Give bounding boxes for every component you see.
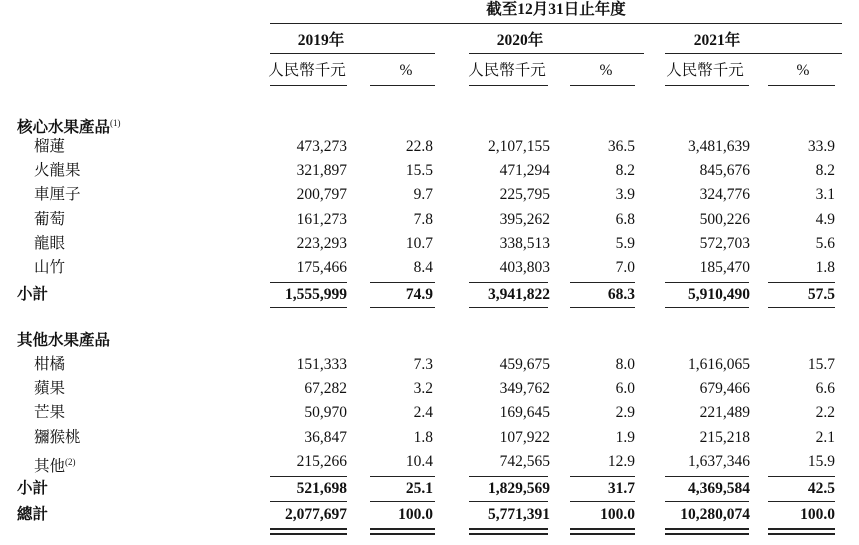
subtotal-rule <box>370 307 435 308</box>
total-label: 總計 <box>17 506 49 523</box>
amount-cell: 4,369,584 <box>688 480 750 497</box>
amount-cell: 500,226 <box>699 210 750 228</box>
percent-cell: 15.7 <box>807 356 835 373</box>
item-name: 山竹 <box>34 259 66 276</box>
amount-cell: 223,293 <box>296 234 347 252</box>
percent-header: % <box>599 62 613 79</box>
percent-underline <box>370 85 435 86</box>
percent-header: % <box>399 62 413 79</box>
total-double-rule <box>469 528 548 535</box>
subtotal-rule <box>370 282 435 283</box>
total-rule <box>768 501 835 502</box>
percent-cell: 15.5 <box>405 162 433 180</box>
subtotal-rule <box>665 307 749 308</box>
amount-cell: 1,637,346 <box>688 452 750 470</box>
amount-cell: 67,282 <box>304 380 347 398</box>
item-name-text: 芒果 <box>34 404 66 422</box>
percent-cell: 100.0 <box>600 506 635 523</box>
item-name-text: 柑橘 <box>34 356 66 373</box>
percent-cell: 8.2 <box>815 162 835 180</box>
total-rule <box>370 501 435 502</box>
year-header: 2020年 <box>496 32 544 49</box>
amount-cell: 845,676 <box>699 162 750 180</box>
percent-cell: 6.0 <box>615 380 635 398</box>
item-name-text: 其他 <box>34 457 66 475</box>
amount-cell: 403,803 <box>499 259 550 276</box>
subtotal-rule <box>665 476 749 477</box>
total-rule <box>665 501 749 502</box>
subtotal-rule <box>570 282 635 283</box>
currency-header: 人民幣千元 <box>268 62 346 79</box>
amount-cell: 521,698 <box>296 480 347 497</box>
subtotal-rule <box>469 476 548 477</box>
percent-cell: 7.8 <box>413 210 433 228</box>
section-title-core <box>17 113 121 138</box>
currency-header: 人民幣千元 <box>468 62 546 79</box>
amount-cell: 1,829,569 <box>488 480 550 497</box>
amount-cell: 5,771,391 <box>488 506 550 523</box>
subtotal-rule <box>469 307 548 308</box>
amount-cell: 151,333 <box>296 356 347 373</box>
amount-cell: 200,797 <box>296 186 347 204</box>
amount-cell: 2,077,697 <box>285 506 347 523</box>
percent-cell: 1.9 <box>615 428 635 446</box>
percent-cell: 5.9 <box>615 234 635 252</box>
total-double-rule <box>665 528 749 535</box>
amount-cell: 459,675 <box>499 356 550 373</box>
amount-cell: 471,294 <box>499 162 550 180</box>
amount-cell: 10,280,074 <box>680 506 750 523</box>
year-header: 2021年 <box>693 32 741 49</box>
amount-cell: 107,922 <box>499 428 550 446</box>
subtotal-rule <box>270 282 347 283</box>
item-name: 榴蓮 <box>34 138 66 155</box>
amount-cell: 215,266 <box>296 452 347 470</box>
amount-cell: 50,970 <box>304 404 347 422</box>
currency-underline <box>665 85 749 86</box>
percent-cell: 2.9 <box>615 404 635 422</box>
year-underline <box>270 53 435 54</box>
percent-cell: 100.0 <box>398 506 433 523</box>
percent-cell: 42.5 <box>807 480 835 497</box>
percent-cell: 3.1 <box>815 186 835 204</box>
amount-cell: 3,481,639 <box>688 138 750 155</box>
item-name <box>34 403 65 423</box>
percent-cell: 57.5 <box>807 286 835 303</box>
subtotal-rule <box>270 476 347 477</box>
amount-cell: 395,262 <box>499 210 550 228</box>
percent-cell: 31.7 <box>607 480 635 497</box>
currency-header: 人民幣千元 <box>666 62 744 79</box>
amount-cell: 572,703 <box>699 234 750 252</box>
percent-cell: 74.9 <box>405 286 433 303</box>
amount-cell: 473,273 <box>296 138 347 155</box>
item-name: 火龍果 <box>34 162 81 180</box>
percent-cell: 1.8 <box>815 259 835 276</box>
item-name <box>34 452 76 477</box>
item-name: 龍眼 <box>34 234 66 252</box>
footnote-marker: (1) <box>110 118 121 128</box>
section-title-text: 核心水果產品 <box>17 119 111 136</box>
amount-cell: 321,897 <box>296 162 347 180</box>
amount-cell: 3,941,822 <box>488 286 550 303</box>
subtotal-label: 小計 <box>17 480 49 497</box>
amount-cell: 2,107,155 <box>488 138 550 155</box>
year-underline <box>665 53 842 54</box>
year-header: 2019年 <box>297 32 345 49</box>
percent-cell: 33.9 <box>807 138 835 155</box>
percent-cell: 22.8 <box>405 138 433 155</box>
currency-underline <box>469 85 548 86</box>
percent-cell: 9.7 <box>413 186 433 204</box>
subtotal-rule <box>768 282 835 283</box>
percent-cell: 8.4 <box>413 259 433 276</box>
period-underline <box>270 23 842 24</box>
total-rule <box>270 501 347 502</box>
percent-header: % <box>796 62 810 79</box>
percent-cell: 1.8 <box>413 428 433 446</box>
percent-cell: 12.9 <box>607 452 635 470</box>
subtotal-label: 小計 <box>17 286 49 303</box>
footnote-marker: (2) <box>65 456 76 467</box>
percent-underline <box>768 85 835 86</box>
currency-underline <box>270 85 347 86</box>
percent-cell: 36.5 <box>607 138 635 155</box>
total-double-rule <box>768 528 835 535</box>
percent-cell: 3.9 <box>615 186 635 204</box>
percent-cell: 7.0 <box>615 259 635 276</box>
percent-cell: 2.4 <box>413 404 433 422</box>
amount-cell: 324,776 <box>699 186 750 204</box>
percent-cell: 8.2 <box>615 162 635 180</box>
amount-cell: 215,218 <box>699 428 750 446</box>
period-header: 截至12月31日止年度 <box>486 1 626 18</box>
subtotal-rule <box>570 307 635 308</box>
year-underline <box>469 53 644 54</box>
percent-cell: 6.6 <box>815 380 835 398</box>
amount-cell: 338,513 <box>499 234 550 252</box>
percent-cell: 2.2 <box>815 404 835 422</box>
subtotal-rule <box>768 307 835 308</box>
amount-cell: 5,910,490 <box>688 286 750 303</box>
item-name: 車厘子 <box>34 186 81 204</box>
subtotal-rule <box>570 476 635 477</box>
percent-underline <box>570 85 635 86</box>
amount-cell: 1,616,065 <box>688 356 750 373</box>
subtotal-rule <box>469 282 548 283</box>
item-name <box>34 355 65 375</box>
amount-cell: 225,795 <box>499 186 550 204</box>
percent-cell: 15.9 <box>807 452 835 470</box>
total-double-rule <box>270 528 347 535</box>
amount-cell: 36,847 <box>304 428 347 446</box>
percent-cell: 3.2 <box>413 380 433 398</box>
subtotal-rule <box>665 282 749 283</box>
percent-cell: 7.3 <box>413 356 433 373</box>
total-rule <box>469 501 548 502</box>
section-title-other: 其他水果產品 <box>17 332 111 349</box>
subtotal-rule <box>768 476 835 477</box>
percent-cell: 6.8 <box>615 210 635 228</box>
percent-cell: 8.0 <box>615 356 635 373</box>
percent-cell: 4.9 <box>815 210 835 228</box>
item-name-text: 蘋果 <box>34 380 66 398</box>
percent-cell: 10.7 <box>405 234 433 252</box>
amount-cell: 169,645 <box>499 404 550 422</box>
amount-cell: 349,762 <box>499 380 550 398</box>
item-name-text: 獼猴桃 <box>34 428 81 446</box>
amount-cell: 175,466 <box>296 259 347 276</box>
amount-cell: 185,470 <box>699 259 750 276</box>
percent-cell: 5.6 <box>815 234 835 252</box>
amount-cell: 679,466 <box>699 380 750 398</box>
amount-cell: 1,555,999 <box>285 286 347 303</box>
subtotal-rule <box>270 307 347 308</box>
total-double-rule <box>370 528 435 535</box>
percent-cell: 68.3 <box>607 286 635 303</box>
total-rule <box>570 501 635 502</box>
amount-cell: 221,489 <box>699 404 750 422</box>
percent-cell: 10.4 <box>405 452 433 470</box>
percent-cell: 100.0 <box>800 506 835 523</box>
amount-cell: 161,273 <box>296 210 347 228</box>
percent-cell: 2.1 <box>815 428 835 446</box>
item-name <box>34 379 65 399</box>
total-double-rule <box>570 528 635 535</box>
amount-cell: 742,565 <box>499 452 550 470</box>
percent-cell: 25.1 <box>405 480 433 497</box>
subtotal-rule <box>370 476 435 477</box>
item-name <box>34 428 81 448</box>
item-name: 葡萄 <box>34 210 66 228</box>
